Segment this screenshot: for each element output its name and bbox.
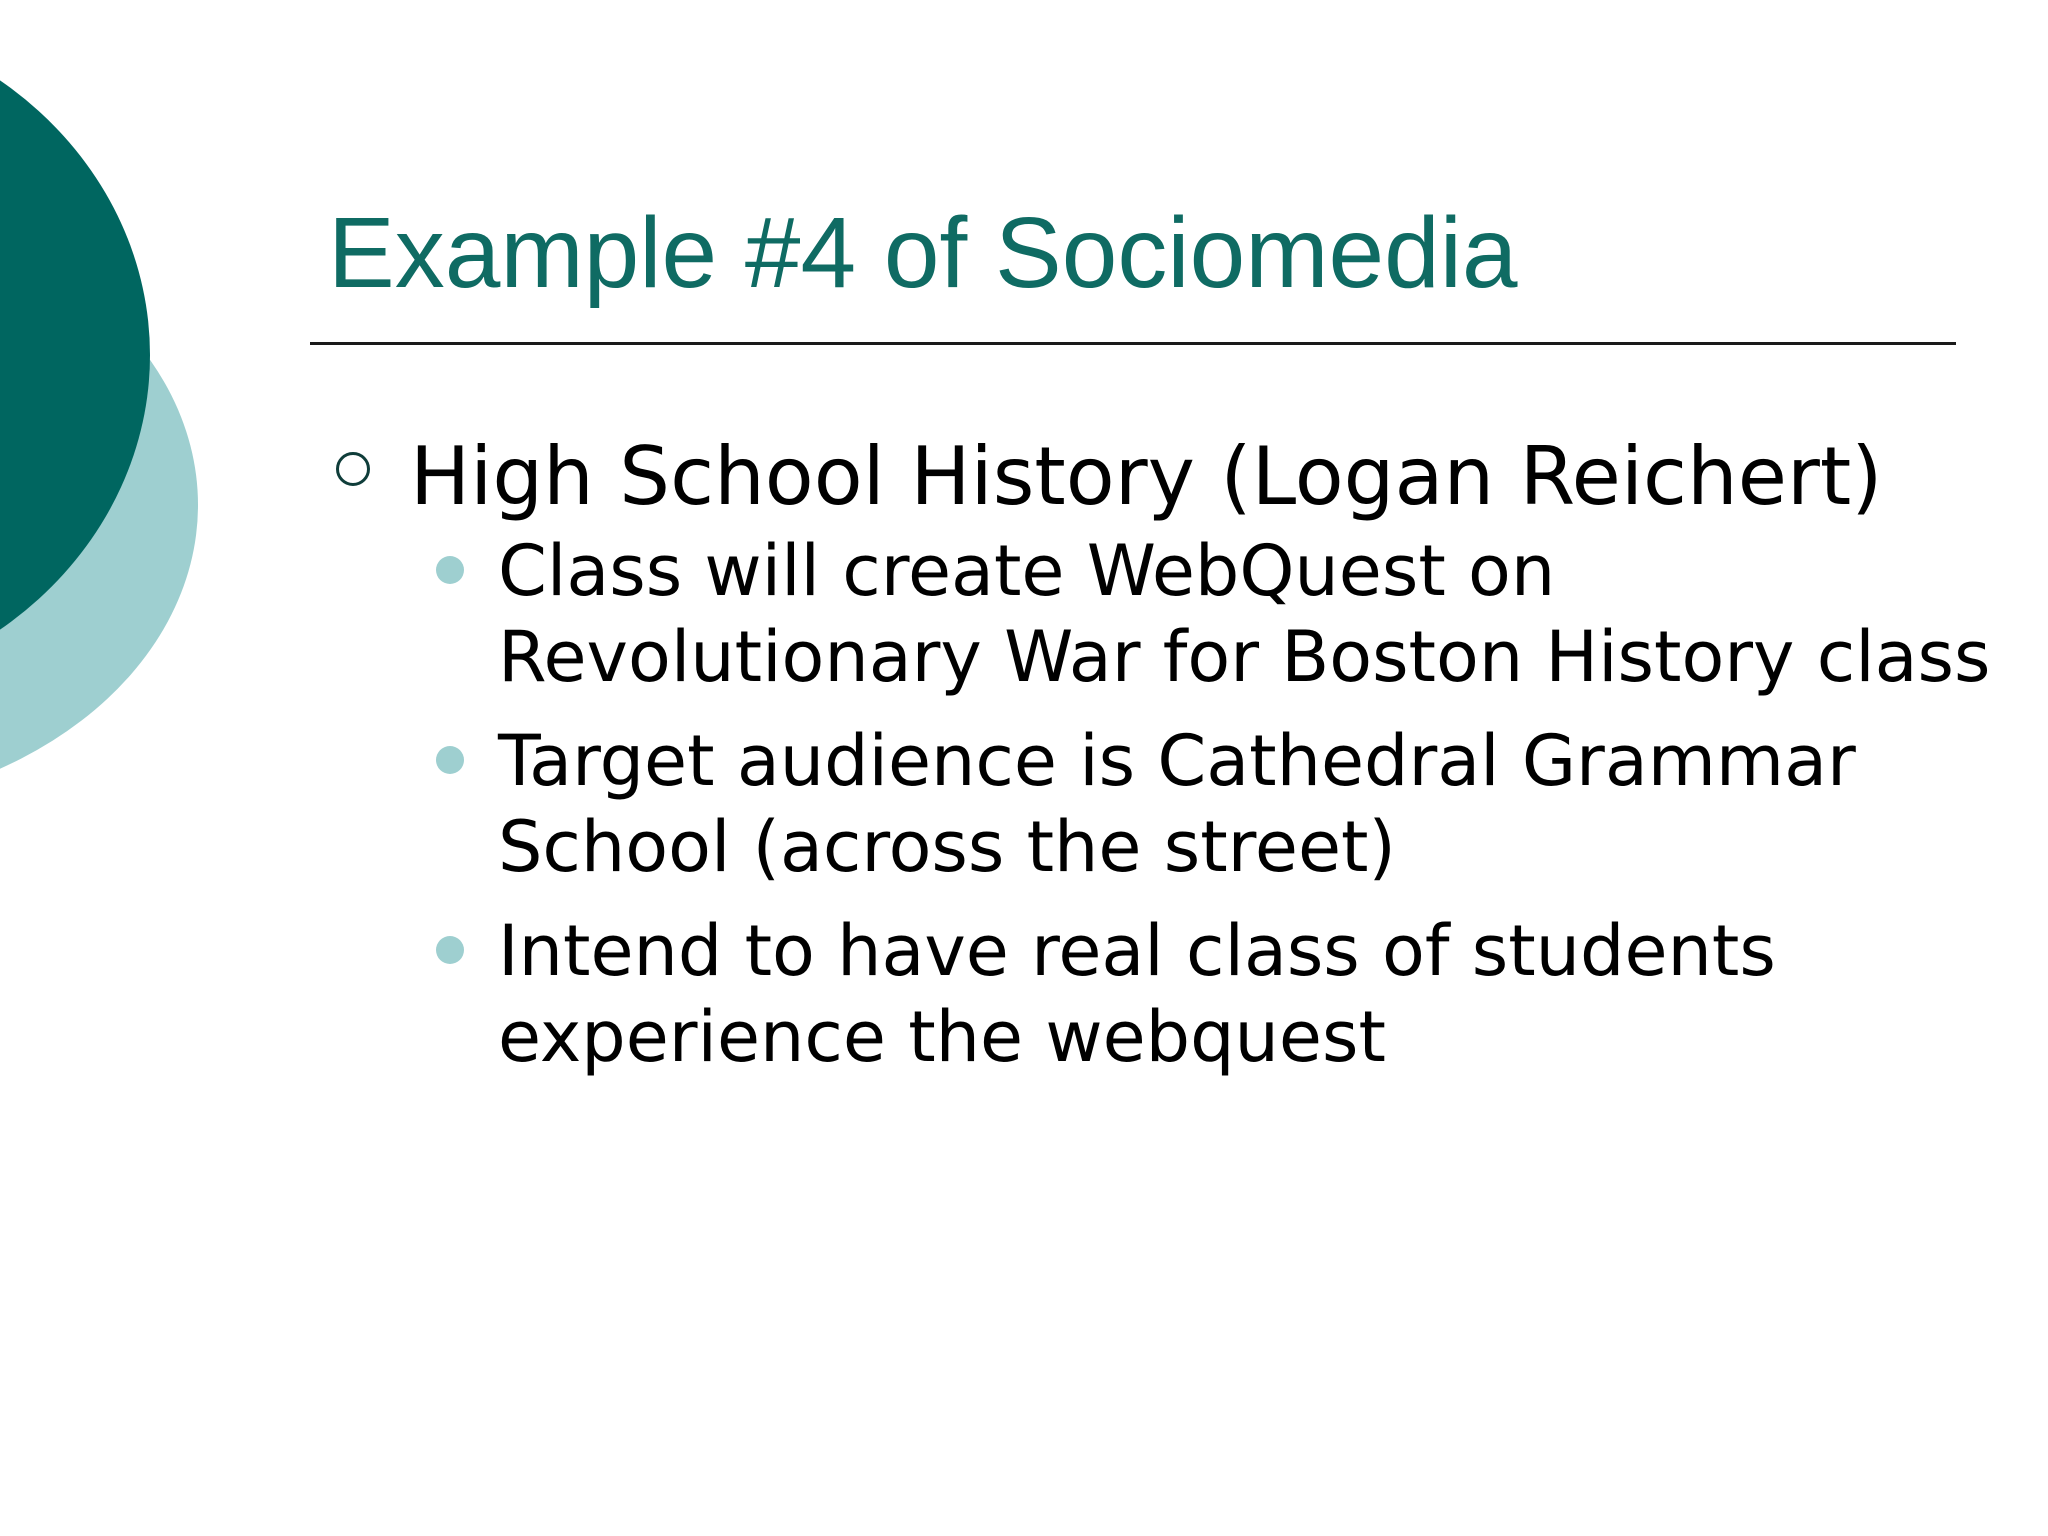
title-divider <box>310 342 1956 345</box>
sub-bullet-item <box>436 718 1996 890</box>
sub-bullet-text: Class will create WebQuest on Revolutionary War for Boston History class <box>498 530 1991 698</box>
ring-bullet-icon <box>336 452 370 486</box>
main-bullet-text: High School History (Logan Reichert) <box>410 430 1883 523</box>
bullet-list <box>336 428 2016 1098</box>
sub-bullet-item <box>436 908 1996 1080</box>
sub-bullet-text: Target audience is Cathedral Grammar School (across the street) <box>498 720 1856 888</box>
main-bullet-item <box>336 428 2016 526</box>
dot-bullet-icon <box>436 556 464 584</box>
sub-bullet-text: Intend to have real class of students experience the webquest <box>498 910 1776 1078</box>
sub-bullet-item <box>436 528 1996 700</box>
slide-title: Example #4 of Sociomedia <box>328 197 1518 309</box>
sub-bullet-list <box>436 528 1996 1080</box>
dot-bullet-icon <box>436 746 464 774</box>
dot-bullet-icon <box>436 936 464 964</box>
